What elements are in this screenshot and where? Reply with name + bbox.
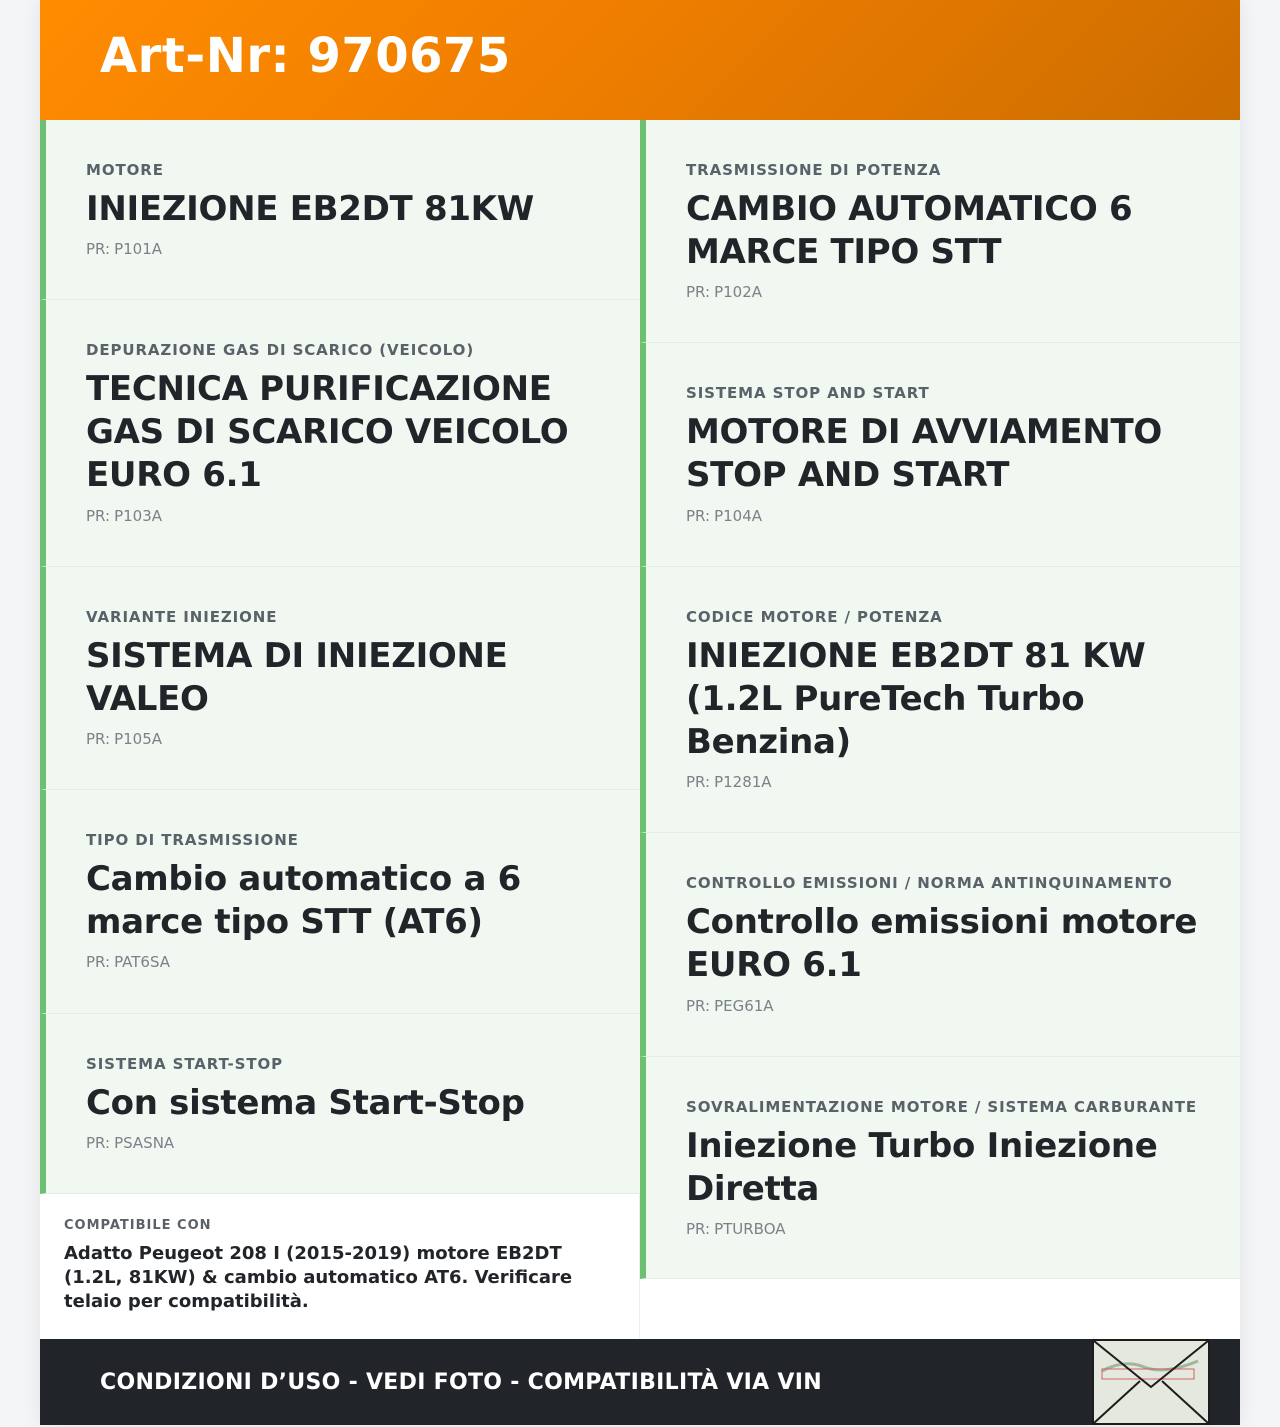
spec-label: SISTEMA START-STOP: [86, 1055, 284, 1073]
pr-prefix: PR:: [86, 507, 111, 525]
pr-prefix: PR:: [686, 283, 711, 301]
footer-bar: [40, 1339, 1240, 1425]
pr-code: P102A: [714, 283, 762, 301]
spec-label: SOVRALIMENTAZIONE MOTORE / SISTEMA CARBURANTE: [686, 1098, 1197, 1116]
spec-value: Controllo emissioni motore EURO 6.1: [686, 902, 1198, 985]
pr-code: PAT6SA: [114, 953, 171, 971]
spec-card: [640, 343, 1240, 567]
spec-value: INIEZIONE EB2DT 81 KW (1.2L PureTech Turbo Benzina): [686, 636, 1146, 762]
spec-card: [40, 790, 640, 1014]
spec-pr-code: [86, 506, 162, 526]
spec-pr-code: [86, 1133, 174, 1153]
pr-prefix: PR:: [86, 953, 111, 971]
spec-value: CAMBIO AUTOMATICO 6 MARCE TIPO STT: [686, 189, 1133, 272]
header-banner: [40, 0, 1240, 120]
spec-value: Cambio automatico a 6 marce tipo STT (AT6): [86, 859, 522, 942]
envelope-icon: [1092, 1339, 1210, 1425]
spec-pr-code: [86, 952, 170, 972]
spec-card: [640, 120, 1240, 343]
spec-card: [40, 120, 640, 300]
spec-pr-code: [686, 506, 762, 526]
spec-label: TIPO DI TRASMISSIONE: [86, 831, 299, 849]
pr-code: P101A: [114, 240, 162, 258]
compatibility-note: [40, 1194, 640, 1339]
spec-value: Con sistema Start-Stop: [86, 1083, 525, 1123]
spec-pr-code: [86, 729, 162, 749]
pr-code: P103A: [114, 507, 162, 525]
spec-label: SISTEMA STOP AND START: [686, 384, 930, 402]
spec-value: Iniezione Turbo Iniezione Diretta: [686, 1126, 1158, 1209]
spec-card: [40, 300, 640, 567]
spec-card: [40, 1014, 640, 1194]
spec-value: INIEZIONE EB2DT 81KW: [86, 189, 534, 229]
pr-code: PEG61A: [714, 997, 774, 1015]
spec-label: CONTROLLO EMISSIONI / NORMA ANTINQUINAMENTO: [686, 874, 1173, 892]
compatibility-label: COMPATIBILE CON: [64, 1218, 212, 1233]
spec-card: [40, 567, 640, 790]
pr-code: P105A: [114, 730, 162, 748]
spec-label: CODICE MOTORE / POTENZA: [686, 608, 943, 626]
page-title: Art-Nr: 970675: [100, 28, 511, 84]
spec-label: DEPURAZIONE GAS DI SCARICO (VEICOLO): [86, 341, 475, 359]
spec-value: TECNICA PURIFICAZIONE GAS DI SCARICO VEICOLO EURO 6.1: [86, 369, 569, 495]
pr-code: P104A: [714, 507, 762, 525]
pr-code: PSASNA: [114, 1134, 175, 1152]
spec-pr-code: [686, 996, 774, 1016]
pr-prefix: PR:: [86, 730, 111, 748]
pr-code: PTURBOA: [714, 1220, 786, 1238]
pr-prefix: PR:: [686, 773, 711, 791]
spec-pr-code: [686, 282, 762, 302]
pr-prefix: PR:: [686, 997, 711, 1015]
pr-prefix: PR:: [686, 1220, 711, 1238]
pr-prefix: PR:: [86, 240, 111, 258]
spec-card: [640, 567, 1240, 833]
spec-card: [640, 833, 1240, 1057]
pr-code: P1281A: [714, 773, 772, 791]
spec-label: TRASMISSIONE DI POTENZA: [686, 161, 942, 179]
pr-prefix: PR:: [686, 507, 711, 525]
pr-prefix: PR:: [86, 1134, 111, 1152]
spec-card: [640, 1057, 1240, 1279]
spec-label: VARIANTE INIEZIONE: [86, 608, 278, 626]
compatibility-text: Adatto Peugeot 208 I (2015-2019) motore EB2DT (1.2L, 81KW) & cambio automatico AT6. Verificare telaio per compatibilità.: [64, 1243, 573, 1312]
spec-pr-code: [686, 1219, 786, 1239]
spec-pr-code: [686, 772, 772, 792]
spec-value: SISTEMA DI INIEZIONE VALEO: [86, 636, 508, 719]
spec-label: MOTORE: [86, 161, 164, 179]
spec-value: MOTORE DI AVVIAMENTO STOP AND START: [686, 412, 1162, 495]
footer-text: CONDIZIONI D’USO - VEDI FOTO - COMPATIBILITÀ VIA VIN: [100, 1370, 822, 1395]
spec-pr-code: [86, 239, 162, 259]
page: [40, 0, 1240, 1425]
